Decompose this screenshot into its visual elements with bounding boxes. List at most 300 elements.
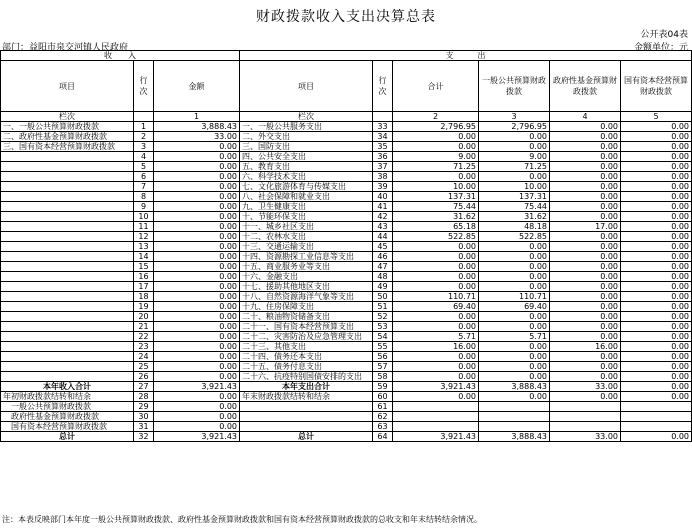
expense-row-number: 56: [373, 352, 393, 362]
fund-budget-amount: 0.00: [550, 192, 621, 202]
column-blank: [373, 112, 393, 122]
income-amount: 3,921.43: [154, 382, 240, 392]
expense-row-number: 55: [373, 342, 393, 352]
expense-item: [240, 422, 373, 432]
general-budget-amount: 0.00: [479, 322, 550, 332]
expense-row-number: 62: [373, 412, 393, 422]
income-row-number: 12: [134, 232, 154, 242]
table-row: [1, 242, 692, 252]
income-item: [1, 342, 134, 352]
income-amount: 0.00: [154, 402, 240, 412]
table-row: [1, 352, 692, 362]
income-amount: 0.00: [154, 242, 240, 252]
fund-budget-amount: 16.00: [550, 342, 621, 352]
income-item: 国有资本经营预算财政拨款: [1, 422, 134, 432]
income-row-number: 11: [134, 222, 154, 232]
expense-item: 十三、交通运输支出: [240, 242, 373, 252]
column-header-row: [1, 61, 692, 112]
income-row-number: 31: [134, 422, 154, 432]
expense-total: 0.00: [393, 312, 479, 322]
income-item: 年初财政拨款结转和结余: [1, 392, 134, 402]
income-row-number: 26: [134, 372, 154, 382]
expense-row-number: 48: [373, 272, 393, 282]
income-item: 三、国有资本经营预算财政拨款: [1, 142, 134, 152]
expense-item: 十四、资源勘探工业信息等支出: [240, 252, 373, 262]
state-capital-amount: 0.00: [621, 222, 692, 232]
general-budget-amount: 0.00: [479, 272, 550, 282]
general-budget-amount: 5.71: [479, 332, 550, 342]
state-capital-amount: 0.00: [621, 242, 692, 252]
table-row: [1, 342, 692, 352]
income-item: [1, 312, 134, 322]
expense-item: 二十二、灾害防治及应急管理支出: [240, 332, 373, 342]
table-row: [1, 152, 692, 162]
expense-row-number: 60: [373, 392, 393, 402]
income-row-number: 8: [134, 192, 154, 202]
income-amount: 0.00: [154, 322, 240, 332]
fund-budget-amount: 17.00: [550, 222, 621, 232]
expense-item: 八、社会保障和就业支出: [240, 192, 373, 202]
expense-row-number: 45: [373, 242, 393, 252]
income-amount: 0.00: [154, 332, 240, 342]
expense-row-number: 42: [373, 212, 393, 222]
income-item: 二、政府性基金预算财政拨款: [1, 132, 134, 142]
income-amount: 3,921.43: [154, 432, 240, 442]
expense-total: [393, 402, 479, 412]
general-budget-amount: 75.44: [479, 202, 550, 212]
expense-item: 六、科学技术支出: [240, 172, 373, 182]
state-capital-amount: 0.00: [621, 122, 692, 132]
income-section-header: 收 入: [1, 51, 240, 61]
general-budget-amount: 0.00: [479, 252, 550, 262]
report-title: 财政拨款收入支出决算总表: [256, 9, 436, 25]
table-row: [1, 412, 692, 422]
expense-total: 0.00: [393, 242, 479, 252]
income-amount: 0.00: [154, 232, 240, 242]
income-amount: 0.00: [154, 392, 240, 402]
income-amount: 0.00: [154, 252, 240, 262]
state-capital-amount: 0.00: [621, 212, 692, 222]
general-budget-amount: 0.00: [479, 392, 550, 402]
table-row: [1, 132, 692, 142]
income-item: [1, 212, 134, 222]
income-row-number: 5: [134, 162, 154, 172]
table-row: [1, 302, 692, 312]
expense-total: 0.00: [393, 392, 479, 402]
income-amount: 0.00: [154, 412, 240, 422]
state-capital-header: 国有资本经营预算财政拨款: [621, 61, 692, 112]
state-capital-amount: 0.00: [621, 132, 692, 142]
table-row: [1, 252, 692, 262]
expense-total: 10.00: [393, 182, 479, 192]
general-budget-amount: 3,888.43: [479, 432, 550, 442]
income-row-number: 22: [134, 332, 154, 342]
income-row-number: 23: [134, 342, 154, 352]
expense-total: 0.00: [393, 172, 479, 182]
total-header: 合计: [393, 61, 479, 112]
expense-total: 0.00: [393, 142, 479, 152]
expense-item: 四、公共安全支出: [240, 152, 373, 162]
expense-total: 0.00: [393, 252, 479, 262]
state-capital-amount: 0.00: [621, 162, 692, 172]
income-amount: 0.00: [154, 292, 240, 302]
column-number-1: 1: [154, 112, 240, 122]
income-item: [1, 372, 134, 382]
income-amount-header: 金额: [154, 61, 240, 112]
fund-budget-amount: 0.00: [550, 332, 621, 342]
general-budget-amount: 69.40: [479, 302, 550, 312]
expense-row-number: 54: [373, 332, 393, 342]
table-row: [1, 222, 692, 232]
income-item: 本年收入合计: [1, 382, 134, 392]
income-amount: 0.00: [154, 272, 240, 282]
expense-item: 十一、城乡社区支出: [240, 222, 373, 232]
income-item: [1, 222, 134, 232]
table-row: [1, 122, 692, 132]
income-row-number: 7: [134, 182, 154, 192]
fund-budget-amount: [550, 422, 621, 432]
expense-total: 71.25: [393, 162, 479, 172]
state-capital-amount: 0.00: [621, 292, 692, 302]
fund-budget-amount: 0.00: [550, 282, 621, 292]
fund-budget-amount: 0.00: [550, 122, 621, 132]
income-item: [1, 192, 134, 202]
state-capital-amount: 0.00: [621, 392, 692, 402]
expense-item: 年末财政拨款结转和结余: [240, 392, 373, 402]
income-row-number: 15: [134, 262, 154, 272]
income-item: [1, 242, 134, 252]
income-item: [1, 302, 134, 312]
general-budget-amount: [479, 422, 550, 432]
income-item: [1, 172, 134, 182]
state-capital-amount: 0.00: [621, 382, 692, 392]
table-row: [1, 312, 692, 322]
expense-total: 0.00: [393, 272, 479, 282]
expense-item: 十五、商业服务业等支出: [240, 262, 373, 272]
expense-item: 十二、农林水支出: [240, 232, 373, 242]
fund-budget-amount: [550, 402, 621, 412]
fund-budget-amount: 0.00: [550, 262, 621, 272]
income-item: [1, 232, 134, 242]
general-budget-amount: 9.00: [479, 152, 550, 162]
expense-row-number: 50: [373, 292, 393, 302]
table-row: [1, 292, 692, 302]
income-row-number: 14: [134, 252, 154, 262]
expense-total: [393, 412, 479, 422]
table-row: [1, 182, 692, 192]
income-item: 一般公共预算财政拨款: [1, 402, 134, 412]
expense-total: 0.00: [393, 352, 479, 362]
income-row-number: 18: [134, 292, 154, 302]
state-capital-amount: 0.00: [621, 362, 692, 372]
income-row-number: 10: [134, 212, 154, 222]
expense-item: 二十四、债务还本支出: [240, 352, 373, 362]
income-amount: 0.00: [154, 282, 240, 292]
general-budget-amount: 0.00: [479, 282, 550, 292]
table-row: [1, 172, 692, 182]
column-label-left: 栏次: [1, 112, 134, 122]
expense-row-number: 47: [373, 262, 393, 272]
income-item-header: 项目: [1, 61, 134, 112]
fund-budget-amount: 0.00: [550, 312, 621, 322]
expense-row-number: 64: [373, 432, 393, 442]
expense-item: 十、节能环保支出: [240, 212, 373, 222]
expense-total: 3,921.43: [393, 382, 479, 392]
expense-row-number: 58: [373, 372, 393, 382]
income-amount: 3,888.43: [154, 122, 240, 132]
income-item: [1, 152, 134, 162]
fund-budget-amount: 0.00: [550, 322, 621, 332]
fund-budget-amount: 0.00: [550, 212, 621, 222]
expense-total: 137.31: [393, 192, 479, 202]
general-budget-amount: [479, 402, 550, 412]
general-budget-amount: 0.00: [479, 362, 550, 372]
state-capital-amount: 0.00: [621, 142, 692, 152]
income-item: [1, 182, 134, 192]
income-item: [1, 162, 134, 172]
expense-total: 0.00: [393, 262, 479, 272]
expense-item: 总计: [240, 432, 373, 442]
expense-row-number: 59: [373, 382, 393, 392]
general-budget-amount: [479, 412, 550, 422]
column-number-2: 2: [393, 112, 479, 122]
general-budget-amount: 0.00: [479, 342, 550, 352]
state-capital-amount: [621, 402, 692, 412]
general-budget-amount: 137.31: [479, 192, 550, 202]
unit-label: 金额单位：元: [633, 43, 688, 53]
fund-budget-amount: [550, 412, 621, 422]
income-amount: 0.00: [154, 202, 240, 212]
income-amount: 0.00: [154, 172, 240, 182]
expense-row-number: 52: [373, 312, 393, 322]
income-row-number: 28: [134, 392, 154, 402]
state-capital-amount: 0.00: [621, 312, 692, 322]
fund-budget-amount: 33.00: [550, 432, 621, 442]
expense-row-number: 41: [373, 202, 393, 212]
column-number-row: [1, 112, 692, 122]
income-item: [1, 292, 134, 302]
income-row-number: 17: [134, 282, 154, 292]
income-amount: 0.00: [154, 162, 240, 172]
general-budget-amount: 0.00: [479, 142, 550, 152]
income-amount: 0.00: [154, 312, 240, 322]
income-item: [1, 282, 134, 292]
income-amount: 0.00: [154, 342, 240, 352]
income-item: [1, 272, 134, 282]
income-item: [1, 322, 134, 332]
column-blank: [134, 112, 154, 122]
table-row: [1, 382, 692, 392]
income-item: [1, 362, 134, 372]
table-row: [1, 282, 692, 292]
income-item: 总计: [1, 432, 134, 442]
form-code: 公开表04表: [640, 30, 688, 40]
expense-total: 0.00: [393, 362, 479, 372]
column-number-3: 3: [479, 112, 550, 122]
state-capital-amount: 0.00: [621, 252, 692, 262]
general-budget-amount: 110.71: [479, 292, 550, 302]
expense-item: 十六、金融支出: [240, 272, 373, 282]
column-label-right: 栏次: [240, 112, 373, 122]
income-item: [1, 352, 134, 362]
state-capital-amount: 0.00: [621, 352, 692, 362]
expense-item: 十七、援助其他地区支出: [240, 282, 373, 292]
expense-item: 一、一般公共服务支出: [240, 122, 373, 132]
expense-item: [240, 412, 373, 422]
fund-budget-amount: 0.00: [550, 362, 621, 372]
expense-total: 65.18: [393, 222, 479, 232]
fund-budget-amount: 0.00: [550, 202, 621, 212]
table-row: [1, 432, 692, 442]
expense-row-number: 53: [373, 322, 393, 332]
income-amount: 0.00: [154, 142, 240, 152]
fund-budget-amount: 0.00: [550, 172, 621, 182]
general-budget-amount: 0.00: [479, 372, 550, 382]
expense-total: 3,921.43: [393, 432, 479, 442]
income-amount: 0.00: [154, 212, 240, 222]
table-row: [1, 212, 692, 222]
income-row-number: 24: [134, 352, 154, 362]
income-row-number: 27: [134, 382, 154, 392]
expense-row-number: 57: [373, 362, 393, 372]
income-row-number: 30: [134, 412, 154, 422]
section-header-row: [1, 51, 692, 61]
state-capital-amount: 0.00: [621, 432, 692, 442]
income-row-number: 32: [134, 432, 154, 442]
state-capital-amount: 0.00: [621, 282, 692, 292]
fund-budget-amount: 0.00: [550, 242, 621, 252]
expense-item: 五、教育支出: [240, 162, 373, 172]
income-item: 政府性基金预算财政拨款: [1, 412, 134, 422]
state-capital-amount: [621, 422, 692, 432]
fund-budget-amount: 0.00: [550, 272, 621, 282]
income-item: [1, 252, 134, 262]
expense-total: 0.00: [393, 282, 479, 292]
state-capital-amount: 0.00: [621, 182, 692, 192]
fund-budget-amount: 0.00: [550, 182, 621, 192]
general-budget-amount: 2,796.95: [479, 122, 550, 132]
table-row: [1, 322, 692, 332]
expense-row-number: 38: [373, 172, 393, 182]
expense-total: 5.71: [393, 332, 479, 342]
general-budget-amount: 48.18: [479, 222, 550, 232]
general-budget-amount: 0.00: [479, 262, 550, 272]
state-capital-amount: 0.00: [621, 172, 692, 182]
income-row-number: 4: [134, 152, 154, 162]
expense-row-number: 35: [373, 142, 393, 152]
general-budget-amount: 0.00: [479, 172, 550, 182]
fund-budget-amount: 0.00: [550, 252, 621, 262]
expense-row-number: 51: [373, 302, 393, 312]
general-budget-amount: 522.85: [479, 232, 550, 242]
state-capital-amount: 0.00: [621, 262, 692, 272]
expense-total: 110.71: [393, 292, 479, 302]
expense-total: 9.00: [393, 152, 479, 162]
income-row-number: 9: [134, 202, 154, 212]
fund-budget-amount: 0.00: [550, 302, 621, 312]
state-capital-amount: 0.00: [621, 372, 692, 382]
expense-item: 十九、住房保障支出: [240, 302, 373, 312]
table-row: [1, 402, 692, 412]
expense-total: 31.62: [393, 212, 479, 222]
income-amount: 0.00: [154, 362, 240, 372]
income-item: [1, 262, 134, 272]
general-budget-amount: 31.62: [479, 212, 550, 222]
general-budget-amount: 0.00: [479, 242, 550, 252]
expense-row-number: 44: [373, 232, 393, 242]
general-budget-amount: 0.00: [479, 132, 550, 142]
footnote: 注：本表反映部门本年度一般公共预算财政拨款、政府性基金预算财政拨款和国有资本经营预算财政拨款的总收支和年末结转结余情况。: [2, 515, 482, 524]
table-row: [1, 232, 692, 242]
column-number-4: 4: [550, 112, 621, 122]
income-row-number: 6: [134, 172, 154, 182]
general-budget-amount: 0.00: [479, 352, 550, 362]
income-amount: 0.00: [154, 222, 240, 232]
column-number-5: 5: [621, 112, 692, 122]
expense-total: 522.85: [393, 232, 479, 242]
general-budget-amount: 10.00: [479, 182, 550, 192]
state-capital-amount: 0.00: [621, 152, 692, 162]
state-capital-amount: 0.00: [621, 322, 692, 332]
department-label: 部门：益阳市泉交河镇人民政府: [2, 43, 129, 53]
income-item: 一、一般公共预算财政拨款: [1, 122, 134, 132]
expense-row-number: 33: [373, 122, 393, 132]
income-amount: 0.00: [154, 372, 240, 382]
state-capital-amount: 0.00: [621, 342, 692, 352]
expense-item: 三、国防支出: [240, 142, 373, 152]
fund-budget-amount: 0.00: [550, 372, 621, 382]
state-capital-amount: [621, 412, 692, 422]
income-row-number: 13: [134, 242, 154, 252]
expense-row-number: 34: [373, 132, 393, 142]
income-row-number: 19: [134, 302, 154, 312]
table-row: [1, 332, 692, 342]
general-budget-amount: 0.00: [479, 312, 550, 322]
income-item: [1, 202, 134, 212]
table-row: [1, 162, 692, 172]
expense-row-number: 49: [373, 282, 393, 292]
state-capital-amount: 0.00: [621, 332, 692, 342]
table-row: [1, 422, 692, 432]
income-row-number: 2: [134, 132, 154, 142]
expense-total: 75.44: [393, 202, 479, 212]
fund-budget-amount: 0.00: [550, 292, 621, 302]
fund-budget-amount: 0.00: [550, 352, 621, 362]
expense-row-number: 61: [373, 402, 393, 412]
expense-item: 二十三、其他支出: [240, 342, 373, 352]
income-amount: 0.00: [154, 192, 240, 202]
expense-item: 二、外交支出: [240, 132, 373, 142]
general-budget-amount: 3,888.43: [479, 382, 550, 392]
expense-item: [240, 402, 373, 412]
table-row: [1, 362, 692, 372]
expense-item: 十八、自然资源海洋气象等支出: [240, 292, 373, 302]
income-amount: 0.00: [154, 352, 240, 362]
state-capital-amount: 0.00: [621, 232, 692, 242]
expense-item: 二十六、抗疫特别国债安排的支出: [240, 372, 373, 382]
income-row-number: 16: [134, 272, 154, 282]
expense-item: 二十一、国有资本经营预算支出: [240, 322, 373, 332]
expense-row-number: 46: [373, 252, 393, 262]
table-row: [1, 202, 692, 212]
table-row: [1, 142, 692, 152]
expense-item: 本年支出合计: [240, 382, 373, 392]
table-row: [1, 272, 692, 282]
expense-row-number: 43: [373, 222, 393, 232]
finance-table: [0, 50, 692, 442]
table-row: [1, 262, 692, 272]
income-row-number: 1: [134, 122, 154, 132]
